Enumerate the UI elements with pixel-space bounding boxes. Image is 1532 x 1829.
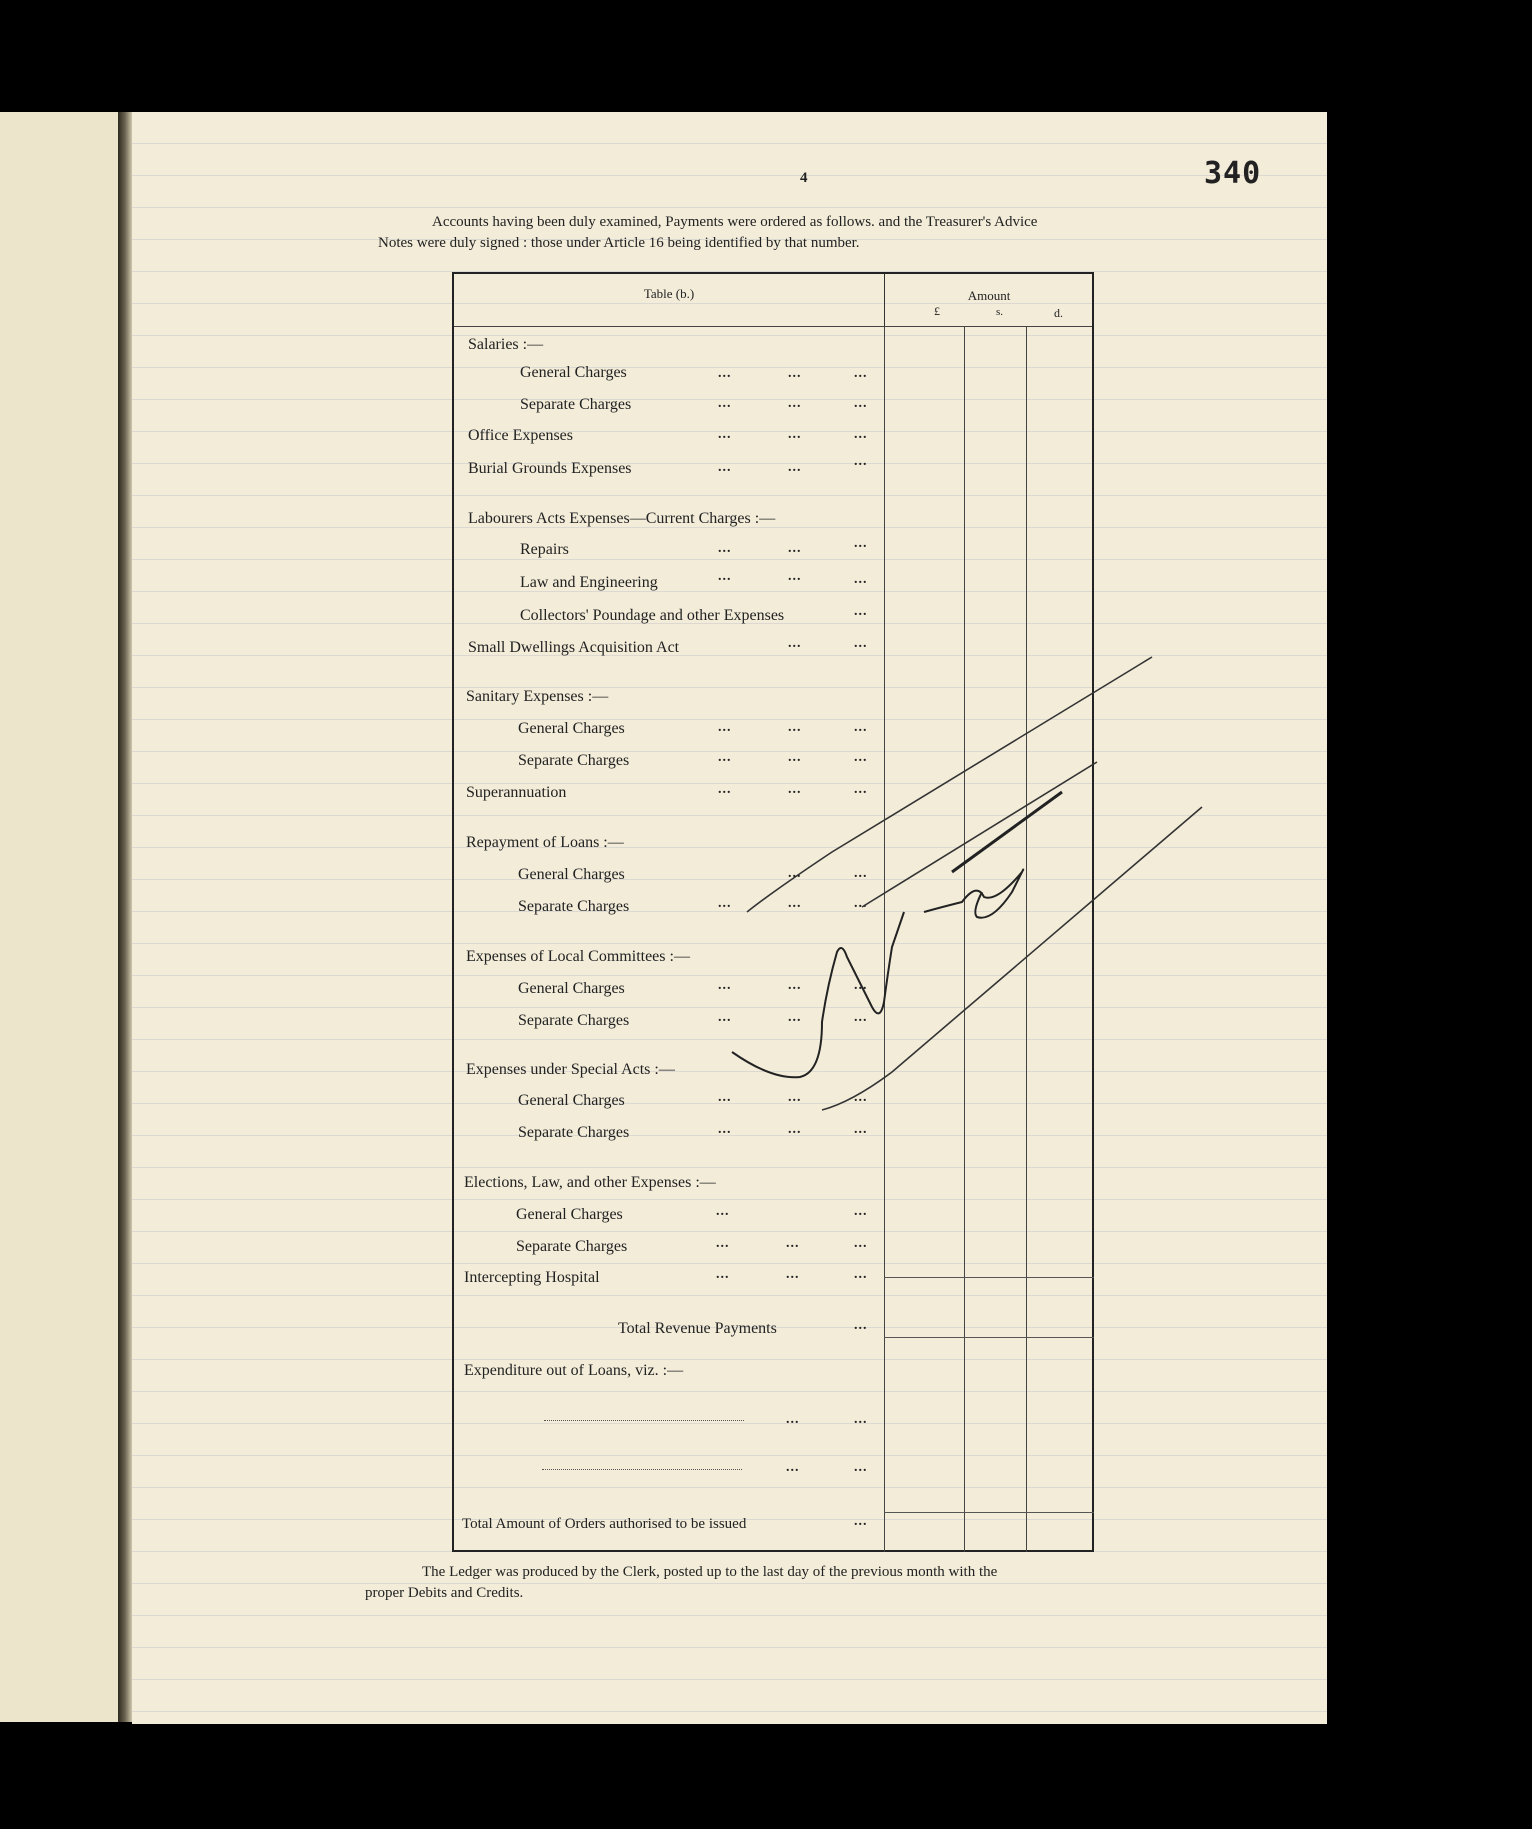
leader-dots: ... [718,569,732,584]
row-special-separate: Separate Charges [518,1124,630,1141]
leader-dots: ... [854,396,868,411]
row-superannuation: Superannuation [466,784,567,801]
row-loans-separate: Separate Charges [518,898,630,915]
leader-dots: ... [718,1010,732,1025]
row-salaries-general: General Charges [520,364,627,381]
row-sanitary-general: General Charges [518,720,625,737]
leader-dots: ... [786,1236,800,1251]
row-elections-law: Elections, Law, and other Expenses :— [464,1174,716,1191]
leader-dots: ... [854,454,868,469]
row-law-engineering: Law and Engineering [520,574,658,591]
row-elections-general: General Charges [516,1206,623,1223]
leader-dots: ... [788,541,802,556]
leader-dots: ... [854,866,868,881]
leader-dots: ... [854,1010,868,1025]
strike-line-1 [747,657,1152,912]
leader-dots: ... [854,1090,868,1105]
leader-dots: ... [718,782,732,797]
leader-dots: ... [854,427,868,442]
strike-line-4 [822,807,1202,1110]
leader-dots: ... [788,1122,802,1137]
leader-dots: ... [854,1318,868,1333]
leader-dots: ... [854,636,868,651]
leader-dots: ... [788,460,802,475]
leader-dots: ... [718,541,732,556]
row-committees-general: General Charges [518,980,625,997]
leader-dots: ... [854,750,868,765]
leader-dots: ... [854,1514,868,1529]
leader-dots: ... [716,1204,730,1219]
leader-dots: ... [788,978,802,993]
leader-dots: ... [788,750,802,765]
shillings-column-label: s. [996,306,1004,318]
folio-number: 340 [1204,156,1262,191]
leader-dots: ... [854,572,868,587]
leader-dots: ... [854,782,868,797]
leader-dots: ... [788,636,802,651]
row-committees-separate: Separate Charges [518,1012,630,1029]
row-expenditure-loans: Expenditure out of Loans, viz. :— [464,1362,684,1379]
outro-line-1: The Ledger was produced by the Clerk, posted up to the last day of the previous month with the [422,1564,998,1580]
row-repairs: Repairs [520,541,569,558]
row-office-expenses: Office Expenses [468,427,573,444]
leader-dots: ... [788,896,802,911]
leader-dots: ... [718,750,732,765]
leader-dots: ... [854,604,868,619]
leader-dots: ... [854,896,868,911]
leader-dots: ... [718,396,732,411]
leader-dots: ... [718,978,732,993]
leader-dots: ... [786,1267,800,1282]
leader-dots: ... [854,1460,868,1475]
row-intercepting-hospital: Intercepting Hospital [464,1269,600,1286]
leader-dots: ... [788,396,802,411]
handwritten-entry: Nil [1232,1692,1234,1693]
leader-dots: ... [854,1122,868,1137]
leader-dots: ... [788,569,802,584]
leader-dots: ... [854,1412,868,1427]
leader-dots: ... [718,1122,732,1137]
leader-dots: ... [788,866,802,881]
row-sanitary-expenses: Sanitary Expenses :— [466,688,609,705]
leader-dots: ... [788,1090,802,1105]
leader-dots: ... [788,366,802,381]
leader-dots: ... [718,1090,732,1105]
leader-dots: ... [718,460,732,475]
row-labourers-acts: Labourers Acts Expenses—Current Charges :— [468,510,776,527]
facing-page [0,112,122,1722]
leader-dots: ... [716,1236,730,1251]
leader-dots: ... [786,1412,800,1427]
pence-column-label: d. [1054,306,1063,320]
row-salaries: Salaries :— [468,336,544,353]
row-sanitary-separate: Separate Charges [518,752,630,769]
leader-dots: ... [788,720,802,735]
row-special-acts: Expenses under Special Acts :— [466,1061,675,1078]
row-loans-general: General Charges [518,866,625,883]
row-burial-grounds: Burial Grounds Expenses [468,460,632,477]
row-repayment-loans: Repayment of Loans :— [466,834,624,851]
outro-line-2: proper Debits and Credits. [365,1585,524,1601]
ledger-page [132,112,1327,1724]
row-elections-separate: Separate Charges [516,1238,628,1255]
row-total-revenue: Total Revenue Payments [618,1320,777,1337]
leader-dots: ... [854,366,868,381]
amount-label: Amount [967,288,1011,303]
leader-dots: ... [788,782,802,797]
table-title: Table (b.) [454,274,885,326]
leader-dots: ... [718,427,732,442]
leader-dots: ... [854,536,868,551]
row-total-orders: Total Amount of Orders authorised to be issued [462,1516,747,1532]
intro-line-1: Accounts having been duly examined, Payments were ordered as follows. and the Treasurer's Advice [432,214,1038,230]
leader-dots: ... [854,720,868,735]
row-salaries-separate: Separate Charges [520,396,632,413]
handwritten-nil-strike [132,112,1327,1724]
leader-dots: ... [716,1267,730,1282]
leader-dots: ... [854,1204,868,1219]
page-number: 4 [800,170,808,186]
leader-dots: ... [854,1236,868,1251]
row-local-committees: Expenses of Local Committees :— [466,948,690,965]
row-collectors-poundage: Collectors' Poundage and other Expenses [520,607,785,624]
book-gutter [118,112,132,1722]
leader-dots: ... [854,978,868,993]
intro-line-2: Notes were duly signed : those under Article 16 being identified by that number. [378,235,860,251]
leader-dots: ... [788,427,802,442]
nil-letter-i [924,870,1023,918]
leader-dots: ... [854,1267,868,1282]
leader-dots: ... [718,366,732,381]
leader-dots: ... [788,1010,802,1025]
leader-dots: ... [718,720,732,735]
nil-letter-N [732,912,904,1077]
strike-line-2 [862,762,1097,907]
strike-line-3 [952,792,1062,872]
leader-dots: ... [718,896,732,911]
pounds-column-label: £ [934,304,940,318]
row-special-general: General Charges [518,1092,625,1109]
leader-dots: ... [786,1460,800,1475]
row-small-dwellings: Small Dwellings Acquisition Act [468,639,680,656]
